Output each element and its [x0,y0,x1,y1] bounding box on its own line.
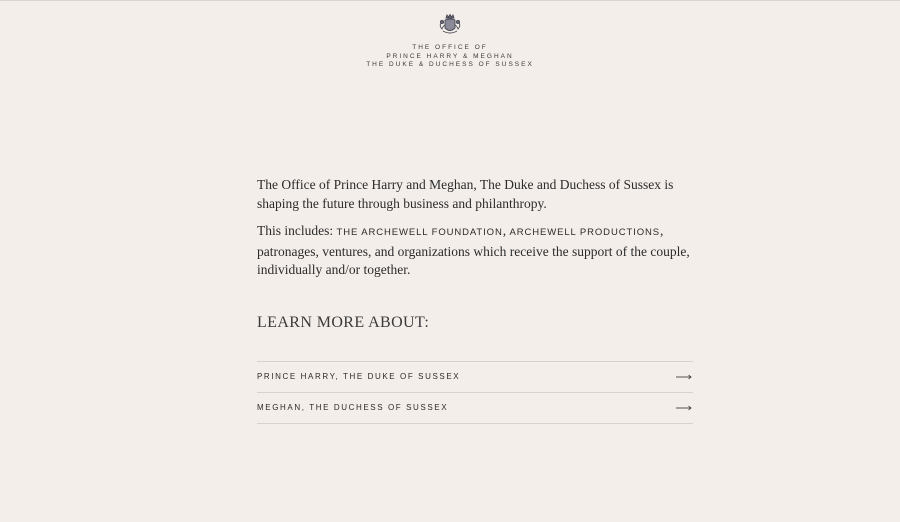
includes-paragraph [257,222,693,280]
includes-suffix: , patronages, ventures, and organizations which receive the support of the couple, individually and/or together. [257,223,690,277]
office-title [0,44,900,70]
office-line-1: THE OFFICE OF [412,44,488,51]
site-header [0,13,900,70]
arrow-right-icon [676,374,692,380]
includes-separator: , [502,223,510,238]
meghan-link[interactable] [257,393,693,424]
learn-more-list [257,361,693,424]
office-line-3: THE DUKE & DUCHESS OF SUSSEX [366,61,534,68]
prince-harry-link-label: PRINCE HARRY, THE DUKE OF SUSSEX [257,372,461,381]
learn-more-heading: LEARN MORE ABOUT: [257,313,430,331]
prince-harry-link[interactable] [257,362,693,393]
meghan-link-label: MEGHAN, THE DUCHESS OF SUSSEX [257,403,449,412]
includes-prefix: This includes: [257,223,337,238]
archewell-productions-link[interactable]: ARCHEWELL PRODUCTIONS [509,227,660,238]
archewell-foundation-link[interactable]: THE ARCHEWELL FOUNDATION [336,227,503,238]
main-content [257,176,693,424]
royal-crest-icon [436,13,464,37]
arrow-right-icon [676,405,692,411]
office-line-2: PRINCE HARRY & MEGHAN [386,52,514,60]
intro-paragraph: The Office of Prince Harry and Meghan, The Duke and Duchess of Sussex is shaping the future through business and philanthropy. [257,177,674,211]
